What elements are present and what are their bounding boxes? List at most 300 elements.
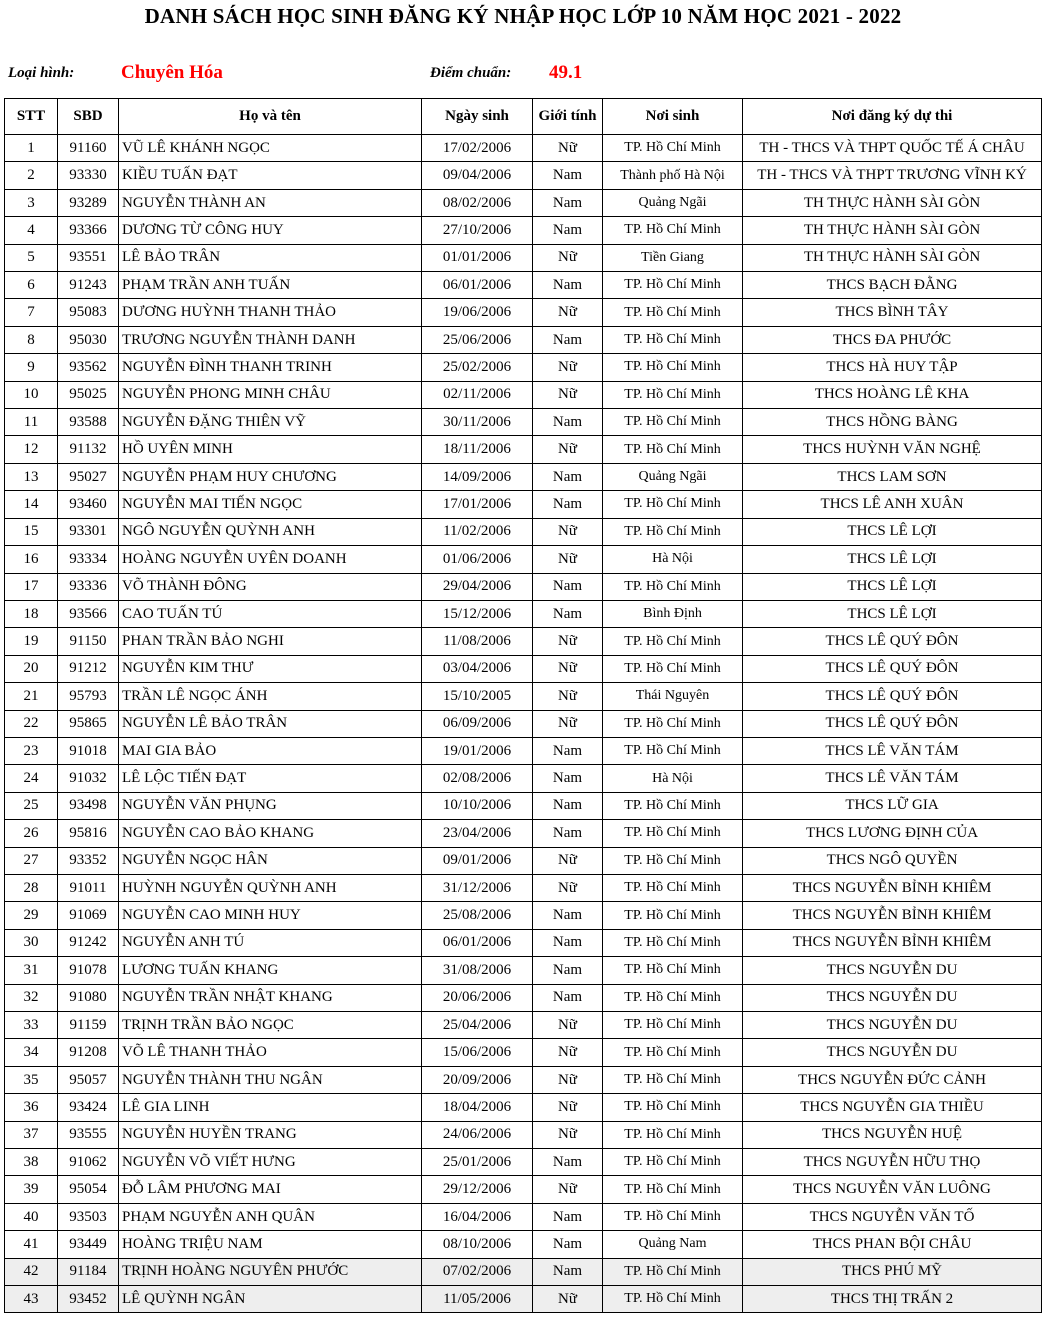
cell-birthplace: TP. Hồ Chí Minh [603,573,743,600]
student-table [4,98,1042,1313]
cell-birthplace: TP. Hồ Chí Minh [603,381,743,408]
cell-sbd: 93562 [58,354,119,381]
cell-sbd: 93503 [58,1203,119,1230]
cell-gender: Nữ [533,1094,603,1121]
cell-dob: 15/12/2006 [422,600,533,627]
table-row [5,217,1042,244]
cell-sbd: 93566 [58,600,119,627]
table-row [5,272,1042,299]
cell-sbd: 95057 [58,1066,119,1093]
cell-sbd: 91011 [58,874,119,901]
cell-gender: Nam [533,765,603,792]
cell-dob: 09/04/2006 [422,162,533,189]
cell-exam-site: THCS THỊ TRẤN 2 [743,1286,1042,1313]
cell-gender: Nữ [533,1066,603,1093]
cell-exam-site: THCS LÊ LỢI [743,573,1042,600]
cell-gender: Nam [533,463,603,490]
cell-birthplace: TP. Hồ Chí Minh [603,1203,743,1230]
cell-stt: 36 [5,1094,58,1121]
cell-name: VŨ LÊ KHÁNH NGỌC [119,135,422,162]
cell-name: NGÔ NGUYỄN QUỲNH ANH [119,518,422,545]
cell-name: PHAN TRẦN BẢO NGHI [119,628,422,655]
table-row [5,655,1042,682]
page-title: DANH SÁCH HỌC SINH ĐĂNG KÝ NHẬP HỌC LỚP 10 NĂM HỌC 2021 - 2022 [144,4,902,28]
cell-dob: 17/01/2006 [422,491,533,518]
cell-name: PHẠM NGUYỄN ANH QUÂN [119,1203,422,1230]
cell-birthplace: Quảng Ngãi [603,463,743,490]
cell-name: HOÀNG NGUYỄN UYÊN DOANH [119,546,422,573]
table-row [5,902,1042,929]
info-bar [0,62,1046,88]
cell-sbd: 93551 [58,244,119,271]
cell-stt: 19 [5,628,58,655]
cell-stt: 5 [5,244,58,271]
type-value: Chuyên Hóa [121,62,223,83]
cell-gender: Nam [533,189,603,216]
cell-exam-site: THCS HỒNG BÀNG [743,409,1042,436]
cell-dob: 25/08/2006 [422,902,533,929]
cell-sbd: 91242 [58,929,119,956]
cell-birthplace: Thành phố Hà Nội [603,162,743,189]
cell-name: NGUYỄN ĐẶNG THIÊN VỸ [119,409,422,436]
table-row [5,957,1042,984]
cell-dob: 23/04/2006 [422,820,533,847]
cell-dob: 08/10/2006 [422,1231,533,1258]
cell-sbd: 93498 [58,792,119,819]
table-row [5,546,1042,573]
cell-name: TRỊNH TRẦN BẢO NGỌC [119,1012,422,1039]
cell-name: NGUYỄN PHONG MINH CHÂU [119,381,422,408]
cell-birthplace: Quảng Nam [603,1231,743,1258]
table-row [5,1012,1042,1039]
cell-name: NGUYỄN ANH TÚ [119,929,422,956]
table-row [5,984,1042,1011]
cell-birthplace: TP. Hồ Chí Minh [603,710,743,737]
cell-stt: 20 [5,655,58,682]
table-row [5,354,1042,381]
cell-dob: 31/08/2006 [422,957,533,984]
cell-stt: 27 [5,847,58,874]
cell-name: TRƯƠNG NGUYỄN THÀNH DANH [119,326,422,353]
cell-dob: 16/04/2006 [422,1203,533,1230]
cell-stt: 35 [5,1066,58,1093]
table-row [5,1258,1042,1285]
cell-stt: 43 [5,1286,58,1313]
cell-gender: Nam [533,1149,603,1176]
cell-stt: 10 [5,381,58,408]
cell-sbd: 95865 [58,710,119,737]
cell-name: NGUYỄN CAO MINH HUY [119,902,422,929]
cell-exam-site: THCS NGUYỄN HUỆ [743,1121,1042,1148]
cell-birthplace: TP. Hồ Chí Minh [603,929,743,956]
cell-stt: 40 [5,1203,58,1230]
cell-dob: 02/08/2006 [422,765,533,792]
cell-birthplace: TP. Hồ Chí Minh [603,1258,743,1285]
cell-exam-site: THCS LƯƠNG ĐỊNH CỦA [743,820,1042,847]
cell-exam-site: TH - THCS VÀ THPT TRƯƠNG VĨNH KÝ [743,162,1042,189]
cell-stt: 32 [5,984,58,1011]
cell-stt: 6 [5,272,58,299]
cell-birthplace: Hà Nội [603,546,743,573]
cell-sbd: 95816 [58,820,119,847]
cell-gender: Nam [533,491,603,518]
cell-birthplace: TP. Hồ Chí Minh [603,409,743,436]
cell-birthplace: TP. Hồ Chí Minh [603,1012,743,1039]
cell-sbd: 93452 [58,1286,119,1313]
cell-name: NGUYỄN LÊ BẢO TRÂN [119,710,422,737]
cell-gender: Nam [533,1231,603,1258]
cell-name: LÊ LỘC TIẾN ĐẠT [119,765,422,792]
cell-exam-site: THCS LAM SƠN [743,463,1042,490]
cell-dob: 01/06/2006 [422,546,533,573]
cell-sbd: 95025 [58,381,119,408]
cell-sbd: 95793 [58,683,119,710]
cell-name: NGUYỄN PHẠM HUY CHƯƠNG [119,463,422,490]
table-row [5,1039,1042,1066]
table-row [5,1121,1042,1148]
table-row [5,710,1042,737]
cell-stt: 37 [5,1121,58,1148]
table-row [5,847,1042,874]
cell-stt: 39 [5,1176,58,1203]
cell-dob: 25/06/2006 [422,326,533,353]
cell-exam-site: THCS LÊ LỢI [743,518,1042,545]
cell-dob: 29/12/2006 [422,1176,533,1203]
cell-sbd: 91184 [58,1258,119,1285]
cell-gender: Nữ [533,546,603,573]
cell-exam-site: THCS LÊ QUÝ ĐÔN [743,683,1042,710]
cell-stt: 17 [5,573,58,600]
cell-name: LÊ BẢO TRÂN [119,244,422,271]
cell-stt: 3 [5,189,58,216]
cell-gender: Nữ [533,354,603,381]
cell-stt: 11 [5,409,58,436]
cell-exam-site: THCS NGUYỄN DU [743,1012,1042,1039]
cell-name: NGUYỄN THÀNH THU NGÂN [119,1066,422,1093]
cell-name: VÕ LÊ THANH THẢO [119,1039,422,1066]
cell-dob: 24/06/2006 [422,1121,533,1148]
cell-gender: Nam [533,409,603,436]
table-body [5,135,1042,1313]
cell-exam-site: THCS NGÔ QUYỀN [743,847,1042,874]
cell-name: MAI GIA BẢO [119,737,422,764]
cell-gender: Nam [533,162,603,189]
cell-stt: 30 [5,929,58,956]
cell-birthplace: Hà Nội [603,765,743,792]
cell-gender: Nam [533,326,603,353]
cell-stt: 41 [5,1231,58,1258]
cell-birthplace: TP. Hồ Chí Minh [603,518,743,545]
table-row [5,381,1042,408]
cell-gender: Nam [533,1258,603,1285]
cell-birthplace: TP. Hồ Chí Minh [603,299,743,326]
table-row [5,765,1042,792]
cell-gender: Nữ [533,628,603,655]
cell-name: TRỊNH HOÀNG NGUYÊN PHƯỚC [119,1258,422,1285]
cell-dob: 11/05/2006 [422,1286,533,1313]
cell-dob: 10/10/2006 [422,792,533,819]
cell-exam-site: THCS NGUYỄN GIA THIỀU [743,1094,1042,1121]
cell-birthplace: TP. Hồ Chí Minh [603,436,743,463]
table-row [5,189,1042,216]
cell-stt: 9 [5,354,58,381]
cell-birthplace: TP. Hồ Chí Minh [603,354,743,381]
cell-sbd: 93555 [58,1121,119,1148]
header-birthplace: Nơi sinh [603,99,743,135]
cell-dob: 19/06/2006 [422,299,533,326]
cell-dob: 02/11/2006 [422,381,533,408]
cell-name: HỒ UYÊN MINH [119,436,422,463]
cell-birthplace: TP. Hồ Chí Minh [603,792,743,819]
cell-name: HUỲNH NGUYỄN QUỲNH ANH [119,874,422,901]
cell-exam-site: THCS BÌNH TÂY [743,299,1042,326]
cell-dob: 20/09/2006 [422,1066,533,1093]
cell-name: DƯƠNG HUỲNH THANH THẢO [119,299,422,326]
cell-birthplace: TP. Hồ Chí Minh [603,272,743,299]
cell-sbd: 95054 [58,1176,119,1203]
cell-dob: 14/09/2006 [422,463,533,490]
cell-stt: 13 [5,463,58,490]
cell-sbd: 93424 [58,1094,119,1121]
table-row [5,628,1042,655]
cell-birthplace: Bình Định [603,600,743,627]
cell-dob: 15/06/2006 [422,1039,533,1066]
cell-sbd: 93366 [58,217,119,244]
cell-dob: 03/04/2006 [422,655,533,682]
cell-sbd: 95083 [58,299,119,326]
cell-exam-site: THCS LỮ GIA [743,792,1042,819]
table-row [5,600,1042,627]
cell-birthplace: TP. Hồ Chí Minh [603,326,743,353]
cell-sbd: 93352 [58,847,119,874]
cell-exam-site: THCS LÊ QUÝ ĐÔN [743,655,1042,682]
cell-gender: Nam [533,217,603,244]
cell-stt: 38 [5,1149,58,1176]
table-row [5,1066,1042,1093]
cell-gender: Nữ [533,710,603,737]
cell-gender: Nữ [533,299,603,326]
cell-stt: 16 [5,546,58,573]
cell-dob: 15/10/2005 [422,683,533,710]
cell-gender: Nam [533,272,603,299]
cell-dob: 11/08/2006 [422,628,533,655]
cell-name: ĐỖ LÂM PHƯƠNG MAI [119,1176,422,1203]
cell-stt: 14 [5,491,58,518]
table-row [5,1231,1042,1258]
cell-dob: 01/01/2006 [422,244,533,271]
cell-birthplace: TP. Hồ Chí Minh [603,217,743,244]
table-row [5,135,1042,162]
cell-sbd: 93460 [58,491,119,518]
cell-stt: 21 [5,683,58,710]
cell-exam-site: THCS ĐA PHƯỚC [743,326,1042,353]
cell-gender: Nữ [533,135,603,162]
cell-sbd: 93330 [58,162,119,189]
table-row [5,1203,1042,1230]
cell-exam-site: THCS NGUYỄN VĂN TỐ [743,1203,1042,1230]
cell-dob: 11/02/2006 [422,518,533,545]
cell-stt: 2 [5,162,58,189]
table-row [5,436,1042,463]
cell-exam-site: THCS NGUYỄN BỈNH KHIÊM [743,929,1042,956]
cell-sbd: 91150 [58,628,119,655]
cell-birthplace: TP. Hồ Chí Minh [603,737,743,764]
cell-exam-site: THCS HÀ HUY TẬP [743,354,1042,381]
cell-name: NGUYỄN MAI TIẾN NGỌC [119,491,422,518]
cell-stt: 34 [5,1039,58,1066]
cell-name: NGUYỄN NGỌC HÂN [119,847,422,874]
cell-name: NGUYỄN VĂN PHỤNG [119,792,422,819]
cell-gender: Nữ [533,1286,603,1313]
cell-exam-site: THCS PHÚ MỸ [743,1258,1042,1285]
type-label: Loại hình: [8,65,75,81]
cell-exam-site: TH THỰC HÀNH SÀI GÒN [743,217,1042,244]
cell-exam-site: THCS LÊ VĂN TÁM [743,765,1042,792]
table-row [5,1286,1042,1313]
cell-name: LÊ GIA LINH [119,1094,422,1121]
cell-name: PHẠM TRẦN ANH TUẤN [119,272,422,299]
header-gender: Giới tính [533,99,603,135]
cell-stt: 23 [5,737,58,764]
cell-dob: 18/11/2006 [422,436,533,463]
table-row [5,737,1042,764]
cell-stt: 15 [5,518,58,545]
cell-sbd: 95027 [58,463,119,490]
cell-birthplace: TP. Hồ Chí Minh [603,820,743,847]
cell-sbd: 91069 [58,902,119,929]
table-row [5,573,1042,600]
cell-exam-site: THCS NGUYỄN DU [743,957,1042,984]
table-row [5,683,1042,710]
cell-stt: 4 [5,217,58,244]
cell-gender: Nữ [533,1012,603,1039]
cell-gender: Nữ [533,874,603,901]
table-row [5,299,1042,326]
cell-exam-site: THCS NGUYỄN HỮU THỌ [743,1149,1042,1176]
cell-exam-site: THCS BẠCH ĐẰNG [743,272,1042,299]
cell-stt: 29 [5,902,58,929]
cell-sbd: 93301 [58,518,119,545]
table-row [5,792,1042,819]
cell-gender: Nữ [533,1039,603,1066]
cell-stt: 31 [5,957,58,984]
cell-gender: Nữ [533,683,603,710]
cell-name: TRẦN LÊ NGỌC ÁNH [119,683,422,710]
cell-name: NGUYỄN HUYỀN TRANG [119,1121,422,1148]
cell-gender: Nữ [533,436,603,463]
cell-stt: 8 [5,326,58,353]
cell-name: NGUYỄN VÕ VIẾT HƯNG [119,1149,422,1176]
cell-exam-site: THCS NGUYỄN ĐỨC CẢNH [743,1066,1042,1093]
cell-stt: 1 [5,135,58,162]
cell-exam-site: THCS NGUYỄN BỈNH KHIÊM [743,874,1042,901]
cell-dob: 18/04/2006 [422,1094,533,1121]
cell-birthplace: TP. Hồ Chí Minh [603,1094,743,1121]
cell-dob: 29/04/2006 [422,573,533,600]
table-row [5,929,1042,956]
cell-birthplace: TP. Hồ Chí Minh [603,957,743,984]
header-stt: STT [5,99,58,135]
cell-birthplace: TP. Hồ Chí Minh [603,655,743,682]
cell-dob: 20/06/2006 [422,984,533,1011]
cell-exam-site: THCS LÊ QUÝ ĐÔN [743,628,1042,655]
cell-sbd: 91212 [58,655,119,682]
cell-dob: 09/01/2006 [422,847,533,874]
cell-exam-site: THCS PHAN BỘI CHÂU [743,1231,1042,1258]
cell-sbd: 91018 [58,737,119,764]
cell-dob: 31/12/2006 [422,874,533,901]
header-sbd: SBD [58,99,119,135]
cell-sbd: 93289 [58,189,119,216]
cell-sbd: 93588 [58,409,119,436]
cell-exam-site: THCS NGUYỄN DU [743,984,1042,1011]
cell-gender: Nữ [533,847,603,874]
cell-birthplace: TP. Hồ Chí Minh [603,1149,743,1176]
cell-sbd: 93334 [58,546,119,573]
table-row [5,518,1042,545]
cell-exam-site: THCS LÊ LỢI [743,546,1042,573]
cell-name: NGUYỄN TRẦN NHẬT KHANG [119,984,422,1011]
cell-sbd: 93336 [58,573,119,600]
cell-gender: Nam [533,984,603,1011]
cell-dob: 07/02/2006 [422,1258,533,1285]
cell-birthplace: Thái Nguyên [603,683,743,710]
cell-stt: 18 [5,600,58,627]
cell-sbd: 91132 [58,436,119,463]
cell-birthplace: Tiền Giang [603,244,743,271]
cell-name: VÕ THÀNH ĐÔNG [119,573,422,600]
cell-dob: 06/01/2006 [422,929,533,956]
cell-birthplace: TP. Hồ Chí Minh [603,135,743,162]
cell-name: DƯƠNG TỪ CÔNG HUY [119,217,422,244]
cell-exam-site: THCS NGUYỄN BỈNH KHIÊM [743,902,1042,929]
cell-exam-site: THCS LÊ LỢI [743,600,1042,627]
cell-gender: Nữ [533,655,603,682]
cell-name: CAO TUẤN TÚ [119,600,422,627]
cell-sbd: 91243 [58,272,119,299]
cell-dob: 06/01/2006 [422,272,533,299]
table-row [5,1094,1042,1121]
cell-dob: 17/02/2006 [422,135,533,162]
cell-stt: 42 [5,1258,58,1285]
cell-gender: Nam [533,929,603,956]
cell-stt: 22 [5,710,58,737]
cell-dob: 25/02/2006 [422,354,533,381]
table-row [5,1176,1042,1203]
cell-name: HOÀNG TRIỆU NAM [119,1231,422,1258]
cell-gender: Nam [533,957,603,984]
cell-name: NGUYỄN CAO BẢO KHANG [119,820,422,847]
cell-birthplace: TP. Hồ Chí Minh [603,984,743,1011]
cell-name: LÊ QUỲNH NGÂN [119,1286,422,1313]
cell-gender: Nữ [533,381,603,408]
cell-gender: Nam [533,1203,603,1230]
cell-birthplace: TP. Hồ Chí Minh [603,628,743,655]
cell-birthplace: TP. Hồ Chí Minh [603,874,743,901]
cell-dob: 19/01/2006 [422,737,533,764]
cell-birthplace: Quảng Ngãi [603,189,743,216]
cell-sbd: 91032 [58,765,119,792]
header-dob: Ngày sinh [422,99,533,135]
table-row [5,162,1042,189]
cell-birthplace: TP. Hồ Chí Minh [603,1286,743,1313]
cell-sbd: 91160 [58,135,119,162]
table-row [5,409,1042,436]
cell-sbd: 91159 [58,1012,119,1039]
cell-birthplace: TP. Hồ Chí Minh [603,847,743,874]
cell-birthplace: TP. Hồ Chí Minh [603,1176,743,1203]
cell-exam-site: THCS LÊ ANH XUÂN [743,491,1042,518]
